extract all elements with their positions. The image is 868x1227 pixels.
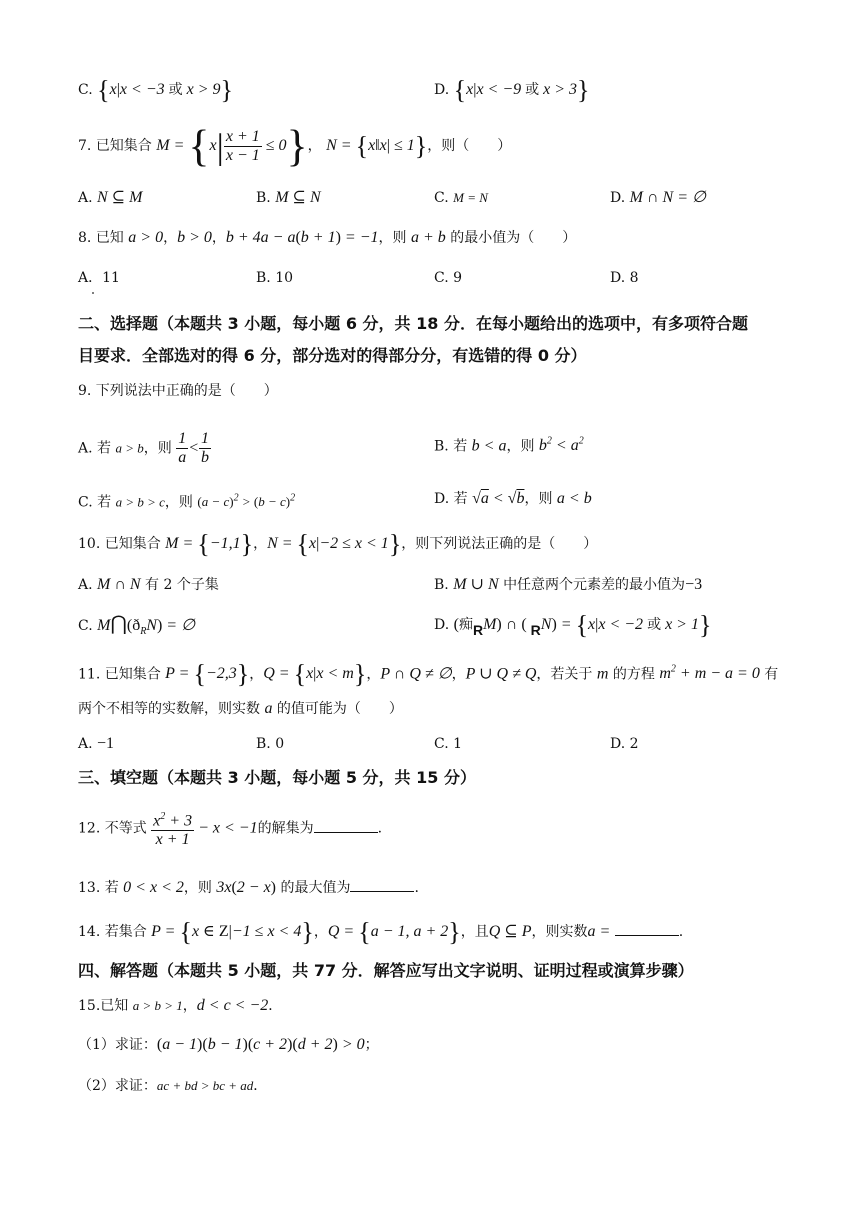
stray-dot	[92, 292, 94, 294]
q6-option-d: D. {x|x < −9 或 x > 3}	[434, 75, 590, 105]
q15-part-2: （2）求证：ac + bd > bc + ad．	[78, 1078, 268, 1094]
q11-option-c: C. 1	[434, 736, 463, 752]
q10-option-a: A. M ∩ N 有 2 个子集	[78, 576, 219, 593]
q9-option-c: C. 若 a > b > c，则 $(a - c)^2 > (b - c)^2$	[78, 493, 296, 511]
q7-option-b: B. M ⊆ N	[256, 189, 321, 206]
section-3-heading: 三、填空题（本题共 3 小题，每小题 5 分，共 15 分）	[78, 768, 476, 787]
q10-option-c: C. $M⋂(ð_RN)$ = ∅	[78, 613, 196, 638]
q15-stem: 15.已知 a > b > 1，d < c < −2．	[78, 997, 283, 1014]
q6-option-c: C. {x|x < −3 或 x > 9}	[78, 75, 234, 105]
q11-option-b: B. 0	[256, 736, 285, 752]
q8-option-b: B. 10	[256, 270, 294, 286]
q12-stem: 12. 不等式 $\frac{x^2 + 3}{x + 1}$ − x < −1的解集为 .	[78, 808, 382, 849]
q7-option-d: D. M ∩ N = ∅	[610, 189, 706, 206]
q12-answer-blank[interactable]	[314, 818, 378, 833]
q10-stem: 10. 已知集合 M = {−1,1}，N = {x|−2 ≤ x < 1}，则下列说法正确的是（ ）	[78, 529, 598, 559]
section-4-heading: 四、解答题（本题共 5 小题，共 77 分．解答应写出文字说明、证明过程或演算步骤）	[78, 961, 694, 980]
q7-option-a: A. N ⊆ M	[78, 189, 143, 206]
q11-stem-line2: 两个不相等的实数解，则实数 a 的值可能为（ ）	[78, 700, 403, 717]
q9-option-d: D. 若 √a < √b，则 a < b	[434, 490, 592, 507]
q13-answer-blank[interactable]	[350, 877, 414, 892]
q8-option-d: D. 8	[610, 270, 639, 286]
q9-stem: 9. 下列说法中正确的是（ ）	[78, 383, 278, 399]
section-2-heading-line2: 目要求．全部选对的得 6 分，部分选对的得部分分，有选错的得 0 分）	[78, 346, 587, 365]
q10-option-b: B. M ∪ N 中任意两个元素差的最小值为−3	[434, 576, 703, 593]
q8-option-c: C. 9	[434, 270, 463, 286]
q11-option-d: D. 2	[610, 736, 639, 752]
q15-part-1: （1）求证：(a − 1)(b − 1)(c + 2)(d + 2) > 0；	[78, 1036, 379, 1053]
q9-option-b: B. 若 b < a，则 $b^2 < a^2$	[434, 436, 584, 455]
q7-option-c: C. M = N	[434, 190, 488, 206]
q9-option-a: A. 若 a > b，则 $\frac{1}{a}$ < $\frac{1}{b}$	[78, 430, 209, 466]
q7-stem: 7. 已知集合 M = {x| $\frac{x + 1}{x - 1}$ ≤ 0}， N = {x‖x| ≤ 1}，则（ ）	[78, 121, 512, 171]
q10-option-d: D. (痴RM) ∩ ( RN) = {x|x < −2 或 x > 1}	[434, 610, 712, 640]
q13-stem: 13. 若 0 < x < 2，则 3x(2 − x) 的最大值为 .	[78, 879, 419, 896]
q11-option-a: A. −1	[78, 735, 115, 752]
q8-option-a: A．11	[78, 270, 120, 286]
section-2-heading-line1: 二、选择题（本题共 3 小题，每小题 6 分，共 18 分．在每小题给出的选项中，有多项符合题	[78, 314, 748, 333]
q14-stem: 14. 若集合 P = {x ∈ Z|−1 ≤ x < 4}，Q = {a − 1, a + 2}，且Q ⊆ P，则实数a = .	[78, 917, 684, 947]
q8-stem: 8. 已知 a > 0，b > 0，b + 4a − a(b + 1) = −1，则 a + b 的最小值为（ ）	[78, 229, 577, 246]
q14-answer-blank[interactable]	[615, 921, 679, 936]
q11-stem-line1: 11. 已知集合 P = {−2,3}，Q = {x|x < m}，P ∩ Q ≠ ∅，P ∪ Q ≠ Q，若关于 m 的方程 $m^2 + m - a = 0$ 有	[78, 659, 779, 689]
